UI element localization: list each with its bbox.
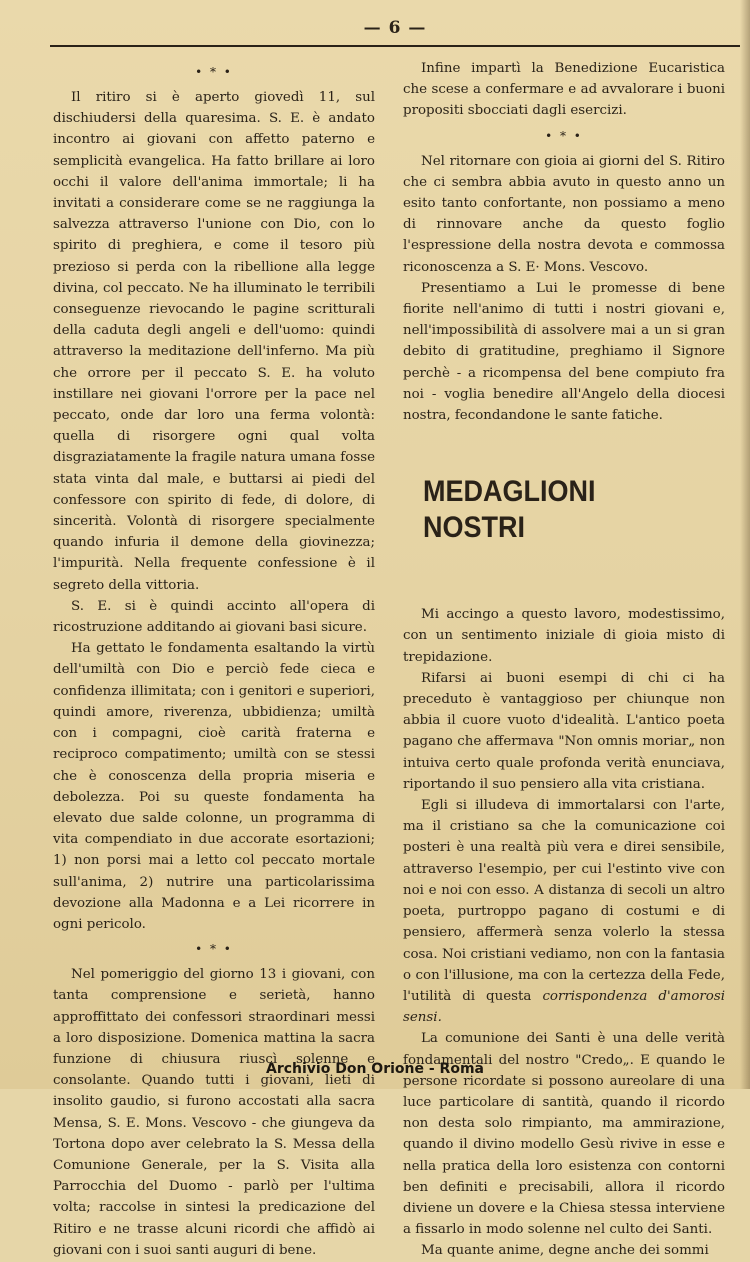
page-header <box>50 16 740 50</box>
page-edge-shadow <box>740 0 750 1089</box>
paragraph: Infine impartì la Benedizione Eucaristica che scese a confermare e ad avvalorare i buoni propositi sbocciati dagli esercizi. <box>403 61 725 119</box>
paragraph <box>403 795 725 1028</box>
section-separator: • * • <box>545 128 583 143</box>
paragraph: Presentiamo a Lui le promesse di bene fiorite nell'animo di tutti i nostri giovani e, nell'impossibilità di assolvere mai a un si gran debito di gratitudine, preghiamo il Signore perchè - a ricompensa del bene compiuto fra noi - voglia benedire all'Angelo della diocesi nostra, fecondandone le sante fatiche. <box>403 280 725 424</box>
italic-quote: corrispondenza d'amorosi sensi. <box>403 988 725 1026</box>
paragraph: S. E. si è quindi accinto all'opera di ricostruzione additando ai giovani basi sicure. <box>53 598 375 636</box>
left-column <box>53 58 375 1261</box>
section-separator: • * • <box>195 942 233 957</box>
page-number: — 6 — <box>363 18 427 38</box>
paragraph: Nel pomeriggio del giorno 13 i giovani, con tanta comprensione e serietà, hanno approffittato dei confessori straordinari messi a loro disposizione. Domenica mattina la sacra funzione di chiusura riuscì solenne e consolante. Quando tutti i giovani, lieti di insolito gaudio, si furono accostati alla sacra Mensa, S. E. Mons. Vescovo - che giungeva da Tortona dopo aver celebrato la S. Messa della Comunione Generale, per la S. Visita alla Parrocchia del Duomo - parlò per l'ultima volta; raccolse in sintesi la predicazione del Ritiro e ne trasse alcuni ricordi che affidò ai giovani con i suoi santi auguri di bene. <box>53 967 375 1258</box>
paragraph: Nel ritornare con gioia ai giorni del S. Ritiro che ci sembra abbia avuto in questo anno un esito tanto confortante, non possiamo a meno di rinnovare anche da questo foglio l'espressione della nostra devota e commossa riconoscenza a S. E· Mons. Vescovo. <box>403 153 725 275</box>
paragraph: Ha gettato le fondamenta esaltando la virtù dell'umiltà con Dio e perciò fede cieca e confidenza illimitata; con i genitori e superiori, quindi amore, riverenza, ubbidienza; umiltà con i compagni, cioè carità fraterna e reciproco compatimento; umiltà con se stessi che è conoscenza della propria miseria e debolezza. Poi su queste fondamenta ha elevato due salde colonne, un programma di vita compendiato in due accorate esortazioni; 1) non porsi mai a letto col peccato mortale sull'anima, 2) nutrire una particolarissima devozione alla Madonna e a Lei ricorrere in ogni pericolo. <box>53 641 375 932</box>
right-column <box>403 58 725 1262</box>
paragraph: Il ritiro si è aperto giovedì 11, sul dischiudersi della quaresima. S. E. è andato incontro ai giovani con affetto paterno e semplicità evangelica. Ha fatto brillare ai loro occhi il valore dell'anima immortale; li ha invitati a considerare come se ne raggiunga la salvezza attraverso l'unione con Dio, con lo spirito di preghiera, e come il tesoro più prezioso si perda con la ribellione alla legge divina, col peccato. Ne ha illuminato le terribili conseguenze rievocando le pagine scritturali della caduta degli angeli e dell'uomo: quindi attraverso la meditazione dell'inferno. Ma più che orrore per il peccato S. E. ha voluto instillare nei giovani l'orrore per la pace nel peccato, onde dar loro una ferma volontà: quella di risorgere ogni qual volta disgraziatamente la fragile natura umana fosse stata vinta dal male, e buttarsi ai piedi del confessore con spirito di fede, di dolore, di sincerità. Volontà di risorgere specialmente quando infuria il demone della giovinezza; l'impurità. Nella frequente confessione è il segreto della vittoria. <box>53 90 375 593</box>
header-rule <box>50 45 740 47</box>
paragraph: Ma quante anime, degne anche dei sommi <box>421 1243 709 1259</box>
paragraph: La comunione dei Santi è una delle verità fondamentali del nostro "Credo„. E quando le persone ricordate si possono aureolare di una luce particolare di santità, quando il ricordo non desta solo rimpianto, ma ammirazione, quando il divino modello Gesù rivive in esse e nella pratica della loro esistenza con contorni ben definiti e precisabili, allora il ricordo diviene un dovere e la Chiesa stessa interviene a fissarlo in modo solenne nel culto dei Santi. <box>403 1031 725 1238</box>
paragraph: Mi accingo a questo lavoro, modestissimo, con un sentimento iniziale di gioia misto di trepidazione. <box>403 607 725 665</box>
section-title: MEDAGLIONI NOSTRI <box>423 475 596 545</box>
paragraph-text: Egli si illudeva di immortalarsi con l'arte, ma il cristiano sa che la comunicazione coi posteri è una realtà più vera e direi sensibile, attraverso l'esempio, per cui l'estinto vive con noi e noi con esso. A distanza di secoli un altro poeta, purtroppo pagano di costumi e di pensiero, affermerà senza volerlo la stessa cosa. Noi cristiani vediamo, non con la fantasia o con l'illusione, ma con la certezza della Fede, l'utilità di questa <box>403 798 725 1004</box>
archive-footer: Archivio Don Orione - Roma <box>266 1061 484 1077</box>
section-separator: • * • <box>195 65 233 79</box>
paragraph: Rifarsi ai buoni esempi di chi ci ha preceduto è vantaggioso per chiunque non abbia il cuore vuoto d'idealità. L'antico poeta pagano che affermava "Non omnis moriar„ non intuiva certo quale profonda verità enunciava, riportando il suo pensiero alla vita cristiana. <box>403 670 725 792</box>
